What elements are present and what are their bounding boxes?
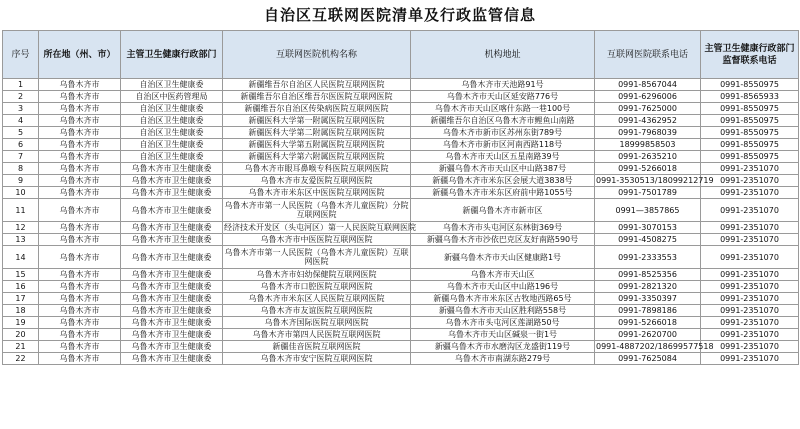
row-address: 乌鲁木齐市天山区五星南路39号	[411, 151, 595, 163]
row-authority: 乌鲁木齐市卫生健康委	[121, 329, 223, 341]
row-index: 6	[3, 139, 39, 151]
row-supervision-phone: 0991-8550975	[701, 127, 799, 139]
row-address: 乌鲁木齐市天山区中山路196号	[411, 281, 595, 293]
row-location: 乌鲁木齐市	[39, 234, 121, 246]
row-supervision-phone: 0991-2351070	[701, 234, 799, 246]
row-address: 乌鲁木齐市天山区碱泉一街1号	[411, 329, 595, 341]
row-authority: 乌鲁木齐市卫生健康委	[121, 246, 223, 269]
row-hospital-phone: 0991-3350397	[595, 293, 701, 305]
row-location: 乌鲁木齐市	[39, 353, 121, 365]
row-location: 乌鲁木齐市	[39, 91, 121, 103]
row-supervision-phone: 0991-8565933	[701, 91, 799, 103]
row-hospital-name: 新疆医科大学第一附属医院互联网医院	[223, 115, 411, 127]
table-row	[3, 234, 799, 246]
row-address: 新疆乌鲁木齐市米东区古牧地西路65号	[411, 293, 595, 305]
table-row	[3, 79, 799, 91]
row-address: 乌鲁木齐市天山区	[411, 269, 595, 281]
row-hospital-phone: 0991-4887202/18699577518	[596, 342, 714, 351]
row-location: 乌鲁木齐市	[39, 199, 121, 222]
row-hospital-name: 乌鲁木齐市友谊医院互联网医院	[223, 305, 411, 317]
row-location: 乌鲁木齐市	[39, 329, 121, 341]
row-location: 乌鲁木齐市	[39, 127, 121, 139]
row-location: 乌鲁木齐市	[39, 187, 121, 199]
table-row	[3, 293, 799, 305]
row-address: 新疆乌鲁木齐市天山区健康路1号	[411, 246, 595, 269]
row-address: 乌鲁木齐市南湖东路279号	[411, 353, 595, 365]
row-location: 乌鲁木齐市	[39, 115, 121, 127]
header-index: 序号	[3, 31, 39, 79]
row-hospital-name: 乌鲁木齐市妇幼保健院互联网医院	[223, 269, 411, 281]
hospital-table	[2, 30, 799, 365]
table-row	[3, 139, 799, 151]
row-index: 4	[3, 115, 39, 127]
row-supervision-phone: 0991-2351070	[701, 329, 799, 341]
row-index: 9	[3, 175, 39, 187]
row-hospital-name: 乌鲁木齐市眼耳鼻喉专科医院互联网医院	[223, 163, 411, 175]
row-hospital-phone: 0991-5266018	[595, 163, 701, 175]
row-authority: 自治区中医药管理局	[121, 91, 223, 103]
row-authority: 乌鲁木齐市卫生健康委	[121, 317, 223, 329]
row-location: 乌鲁木齐市	[39, 293, 121, 305]
row-index: 22	[3, 353, 39, 365]
row-hospital-name: 乌鲁木齐市友爱医院互联网医院	[223, 175, 411, 187]
row-authority: 乌鲁木齐市卫生健康委	[121, 187, 223, 199]
row-address: 新疆乌鲁木齐市新市区	[411, 199, 595, 222]
table-row	[3, 91, 799, 103]
row-hospital-name: 乌鲁木齐市口腔医院互联网医院	[223, 281, 411, 293]
row-hospital-name: 新疆维吾尔自治区传染病医院互联网医院	[223, 103, 411, 115]
row-index: 1	[3, 79, 39, 91]
row-address: 新疆乌鲁木齐市沙依巴克区友好南路590号	[411, 234, 595, 246]
row-hospital-phone: 0991-2620700	[595, 329, 701, 341]
row-location: 乌鲁木齐市	[39, 246, 121, 269]
row-address: 乌鲁木齐市新市区苏州东街789号	[411, 127, 595, 139]
row-location: 乌鲁木齐市	[39, 222, 121, 234]
row-hospital-name: 乌鲁木齐市中医医院互联网医院	[223, 234, 411, 246]
row-supervision-phone: 0991-2351070	[701, 305, 799, 317]
row-address: 乌鲁木齐市头屯河区莲湖路50号	[411, 317, 595, 329]
row-authority: 乌鲁木齐市卫生健康委	[121, 341, 223, 353]
table-row	[3, 222, 799, 234]
row-hospital-name: 乌鲁木齐市米东区中医医院互联网医院	[223, 187, 411, 199]
row-authority: 自治区卫生健康委	[121, 139, 223, 151]
row-supervision-phone: 0991-2351070	[701, 341, 799, 353]
row-index: 19	[3, 317, 39, 329]
row-hospital-phone: 0991-2821320	[595, 281, 701, 293]
table-row	[3, 317, 799, 329]
row-hospital-name: 乌鲁木齐市第一人民医院（乌鲁木齐儿童医院）互联网医院	[223, 246, 411, 269]
header-location: 所在地（州、市）	[39, 31, 121, 79]
row-hospital-phone: 0991-4362952	[595, 115, 701, 127]
row-index: 21	[3, 341, 39, 353]
row-supervision-phone: 0991-2351070	[701, 246, 799, 269]
table-row	[3, 269, 799, 281]
row-index: 13	[3, 234, 39, 246]
table-row	[3, 281, 799, 293]
row-hospital-phone: 0991-3530513/18099212719	[596, 176, 714, 185]
row-authority: 自治区卫生健康委	[121, 127, 223, 139]
row-hospital-phone: 0991-7898186	[595, 305, 701, 317]
row-address: 乌鲁木齐市天山区延安路776号	[411, 91, 595, 103]
row-index: 3	[3, 103, 39, 115]
row-location: 乌鲁木齐市	[39, 341, 121, 353]
row-authority: 自治区卫生健康委	[121, 115, 223, 127]
row-index: 16	[3, 281, 39, 293]
row-supervision-phone: 0991-2351070	[701, 317, 799, 329]
row-hospital-name: 新疆维吾尔自治区维吾尔医医院互联网医院	[223, 91, 411, 103]
row-address: 新疆乌鲁木齐市天山区中山路387号	[411, 163, 595, 175]
row-hospital-phone: 0991—3857865	[595, 199, 701, 222]
row-hospital-name: 新疆维吾尔自治区人民医院互联网医院	[223, 79, 411, 91]
row-hospital-phone: 0991-5266018	[595, 317, 701, 329]
row-hospital-phone: 0991-2333553	[595, 246, 701, 269]
row-hospital-name: 乌鲁木齐市第四人民医院互联网医院	[223, 329, 411, 341]
row-hospital-name: 新疆医科大学第六附属医院互联网医院	[223, 151, 411, 163]
row-hospital-phone: 0991-7625084	[595, 353, 701, 365]
row-index: 2	[3, 91, 39, 103]
header-hospital-phone: 互联网医院联系电话	[595, 31, 701, 79]
row-hospital-phone: 0991-7625000	[595, 103, 701, 115]
header-hospital-name: 互联网医院机构名称	[223, 31, 411, 79]
row-hospital-name: 新疆佳音医院互联网医院	[223, 341, 411, 353]
row-index: 8	[3, 163, 39, 175]
table-row	[3, 151, 799, 163]
row-address: 乌鲁木齐市新市区河南西路118号	[411, 139, 595, 151]
row-location: 乌鲁木齐市	[39, 175, 121, 187]
table-row	[3, 115, 799, 127]
row-supervision-phone: 0991-2351070	[701, 222, 799, 234]
row-supervision-phone: 0991-8550975	[701, 79, 799, 91]
row-index: 20	[3, 329, 39, 341]
row-location: 乌鲁木齐市	[39, 281, 121, 293]
row-hospital-phone: 0991-7968039	[595, 127, 701, 139]
row-hospital-phone: 0991-8525356	[595, 269, 701, 281]
row-hospital-name: 乌鲁木齐市安宁医院互联网医院	[223, 353, 411, 365]
row-hospital-name: 乌鲁木齐国际医院互联网医院	[223, 317, 411, 329]
row-hospital-phone: 0991-2635210	[595, 151, 701, 163]
row-index: 18	[3, 305, 39, 317]
row-address: 新疆维吾尔自治区乌鲁木齐市鲤鱼山南路	[411, 115, 595, 127]
row-address: 新疆乌鲁木齐市米东区会展大道3838号	[411, 175, 595, 187]
row-supervision-phone: 0991-8550975	[701, 115, 799, 127]
header-address: 机构地址	[411, 31, 595, 79]
table-row	[3, 353, 799, 365]
row-authority: 乌鲁木齐市卫生健康委	[121, 199, 223, 222]
row-location: 乌鲁木齐市	[39, 139, 121, 151]
row-hospital-phone: 0991-3070153	[595, 222, 701, 234]
row-authority: 乌鲁木齐市卫生健康委	[121, 269, 223, 281]
row-address: 新疆乌鲁木齐市米东区府前中路1055号	[411, 187, 595, 199]
row-supervision-phone: 0991-2351070	[701, 293, 799, 305]
row-hospital-name: 新疆医科大学第二附属医院互联网医院	[223, 127, 411, 139]
table-row	[3, 127, 799, 139]
row-hospital-phone: 18999858503	[595, 139, 701, 151]
table-row	[3, 103, 799, 115]
table-row	[3, 305, 799, 317]
row-authority: 乌鲁木齐市卫生健康委	[121, 293, 223, 305]
row-index: 5	[3, 127, 39, 139]
table-row	[3, 199, 799, 222]
table-row	[3, 187, 799, 199]
row-address: 新疆乌鲁木齐市天山区胜利路558号	[411, 305, 595, 317]
row-index: 7	[3, 151, 39, 163]
header-authority: 主管卫生健康行政部门	[121, 31, 223, 79]
row-location: 乌鲁木齐市	[39, 317, 121, 329]
row-supervision-phone: 0991-2351070	[701, 163, 799, 175]
row-supervision-phone: 0991-2351070	[701, 175, 799, 187]
page-title: 自治区互联网医院清单及行政监管信息	[263, 6, 536, 24]
row-hospital-name: 经济技术开发区（头屯河区）第一人民医院互联网医院	[224, 223, 416, 232]
row-address: 乌鲁木齐市头屯河区东林街369号	[411, 222, 595, 234]
row-hospital-phone: 0991-8567044	[595, 79, 701, 91]
row-hospital-name: 乌鲁木齐市第一人民医院（乌鲁木齐儿童医院）分院互联网医院	[223, 199, 411, 222]
row-supervision-phone: 0991-2351070	[701, 353, 799, 365]
row-index: 17	[3, 293, 39, 305]
row-index: 15	[3, 269, 39, 281]
table-body	[3, 79, 799, 365]
row-location: 乌鲁木齐市	[39, 269, 121, 281]
header-supervision-phone: 主管卫生健康行政部门监督联系电话	[701, 31, 799, 79]
row-location: 乌鲁木齐市	[39, 103, 121, 115]
row-hospital-name: 新疆医科大学第五附属医院互联网医院	[223, 139, 411, 151]
row-index: 11	[3, 199, 39, 222]
row-location: 乌鲁木齐市	[39, 79, 121, 91]
row-supervision-phone: 0991-8550975	[701, 139, 799, 151]
row-supervision-phone: 0991-8550975	[701, 151, 799, 163]
row-authority: 乌鲁木齐市卫生健康委	[121, 163, 223, 175]
row-address: 乌鲁木齐市天山区喀什东路一巷100号	[411, 103, 595, 115]
row-authority: 乌鲁木齐市卫生健康委	[121, 305, 223, 317]
row-supervision-phone: 0991-2351070	[701, 269, 799, 281]
row-authority: 乌鲁木齐市卫生健康委	[121, 222, 223, 234]
row-location: 乌鲁木齐市	[39, 163, 121, 175]
header-row	[3, 31, 799, 79]
table-row	[3, 329, 799, 341]
row-authority: 乌鲁木齐市卫生健康委	[121, 175, 223, 187]
row-hospital-name: 乌鲁木齐市米东区人民医院互联网医院	[223, 293, 411, 305]
row-hospital-phone: 0991-6296006	[595, 91, 701, 103]
row-index: 10	[3, 187, 39, 199]
row-authority: 乌鲁木齐市卫生健康委	[121, 281, 223, 293]
row-hospital-phone: 0991-4508275	[595, 234, 701, 246]
row-supervision-phone: 0991-2351070	[701, 281, 799, 293]
row-index: 12	[3, 222, 39, 234]
row-address: 新疆乌鲁木齐市水磨沟区龙盛街119号	[411, 341, 595, 353]
table-row	[3, 163, 799, 175]
row-location: 乌鲁木齐市	[39, 305, 121, 317]
row-supervision-phone: 0991-8550975	[701, 103, 799, 115]
row-address: 乌鲁木齐市天池路91号	[411, 79, 595, 91]
row-authority: 自治区卫生健康委	[121, 79, 223, 91]
table-row	[3, 175, 799, 187]
row-authority: 乌鲁木齐市卫生健康委	[121, 353, 223, 365]
row-supervision-phone: 0991-2351070	[701, 187, 799, 199]
row-hospital-phone: 0991-7501789	[595, 187, 701, 199]
row-index: 14	[3, 246, 39, 269]
table-row	[3, 341, 799, 353]
row-authority: 乌鲁木齐市卫生健康委	[121, 234, 223, 246]
row-location: 乌鲁木齐市	[39, 151, 121, 163]
row-authority: 自治区卫生健康委	[121, 151, 223, 163]
row-authority: 自治区卫生健康委	[121, 103, 223, 115]
row-supervision-phone: 0991-2351070	[701, 199, 799, 222]
table-row	[3, 246, 799, 269]
